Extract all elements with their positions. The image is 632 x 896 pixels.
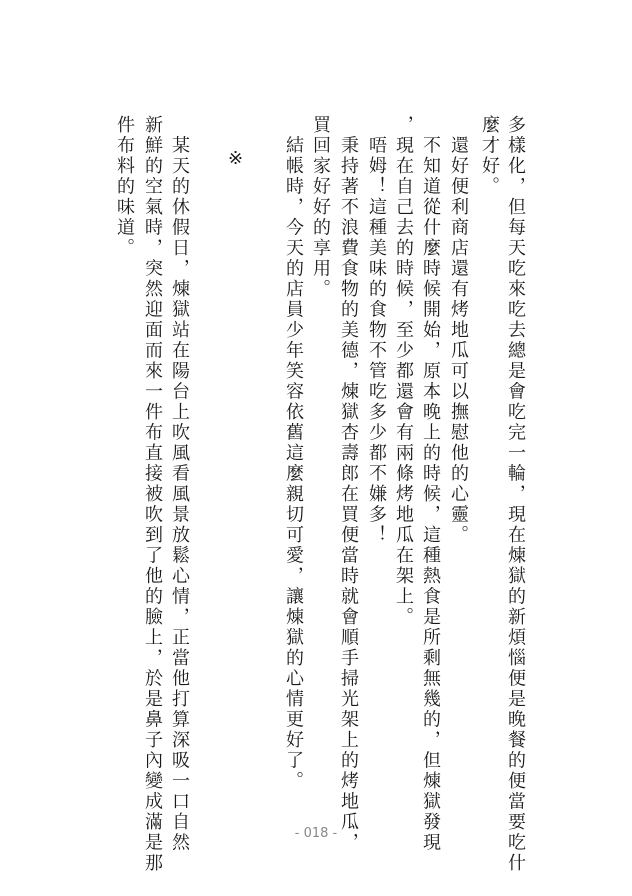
text-line-1: 多樣化，但每天吃來吃去總是會吃完一輪，現在煉獄的新煩惱便是晚餐的便當要吃什 [505,115,526,874]
text-line-2: 麼才好。 [479,115,500,197]
text-line-3: 還好便利商店還有烤地瓜可以撫慰他的心靈。 [448,115,469,546]
text-line-7: 秉持著不浪費食物的美德，煉獄杏壽郎在買便當時就會順手掃光架上的烤地瓜， [338,115,359,853]
text-line-5: ，現在自己去的時候，至少都還會有兩條烤地瓜在架上。 [393,115,414,628]
section-break-mark: ※ [225,148,246,172]
text-line-4: 不知道從什麼時候開始，原本晚上的時候，這種熱食是所剩無幾的，但煉獄發現 [420,115,441,853]
text-line-6: 唔姆！這種美味的食物不管吃多少都不嫌多！ [366,115,387,546]
text-line-10: 某天的休假日，煉獄站在陽台上吹風看風景放鬆心情，正當他打算深吸一口自然 [169,115,190,853]
text-line-11: 新鮮的空氣時，突然迎面而來一件布直接被吹到了他的臉上，於是鼻子內變成滿是那 [142,115,163,874]
text-line-9: 結帳時，今天的店員少年笑容依舊這麼親切可愛，讓煉獄的心情更好了。 [283,115,304,792]
text-line-8: 買回家好好的享用。 [310,115,331,300]
page-number: - 018 - [294,826,338,841]
text-line-12: 件布料的味道。 [114,115,135,259]
